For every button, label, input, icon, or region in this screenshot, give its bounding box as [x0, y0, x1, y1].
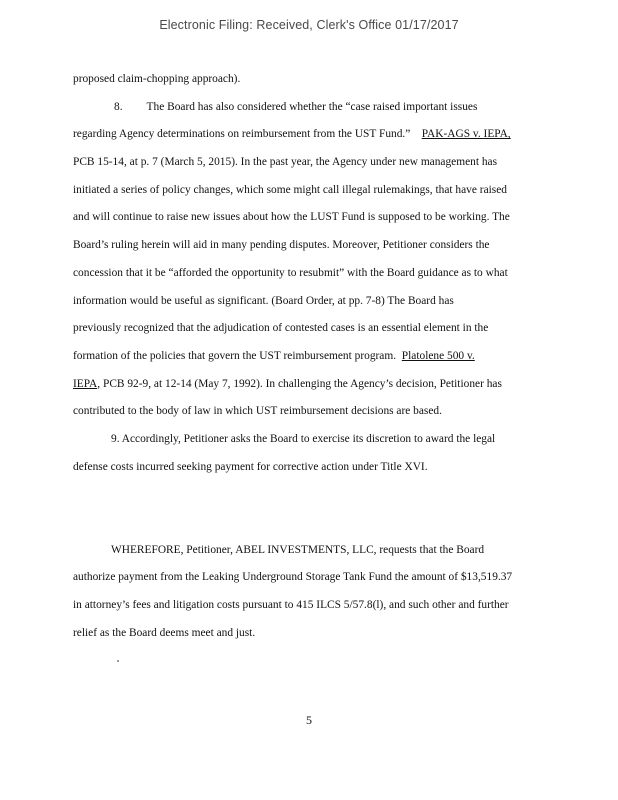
wherefore-clause [73, 537, 553, 648]
paragraph-line: contributed to the body of law in which UST reimbursement decisions are based. [73, 405, 442, 418]
paragraph-line: Board’s ruling herein will aid in many pending disputes. Moreover, Petitioner considers the [73, 239, 490, 252]
paragraph-9 [73, 426, 553, 481]
document-body [73, 66, 553, 647]
paragraph-text: formation of the policies that govern the UST reimbursement program. [73, 349, 397, 362]
blank-line [73, 481, 553, 509]
paragraph-line: and will continue to raise new issues about how the LUST Fund is supposed to be working. The [73, 211, 510, 224]
case-citation: PAK-AGS v. IEPA, [421, 128, 511, 141]
paragraph-line: previously recognized that the adjudication of contested cases is an essential element in the [73, 322, 489, 335]
paragraph-line [73, 371, 553, 399]
page-number: 5 [306, 713, 312, 727]
case-citation: Platolene 500 v. [401, 349, 475, 362]
paragraph-line: WHEREFORE, Petitioner, ABEL INVESTMENTS, LLC, requests that the Board [111, 543, 485, 556]
blank-line [73, 509, 553, 537]
paragraph-line: authorize payment from the Leaking Underground Storage Tank Fund the amount of $13,519.37 [73, 571, 513, 584]
paragraph-line: PCB 15-14, at p. 7 (March 5, 2015). In the past year, the Agency under new management has [73, 156, 498, 169]
filing-stamp: Electronic Filing: Received, Clerk's Office 01/17/2017 [159, 18, 459, 32]
paragraph-text: PCB 92-9, at 12-14 (May 7, 1992). In challenging the Agency’s decision, Petitioner has [102, 377, 502, 390]
paragraph-line: defense costs incurred seeking payment for corrective action under Title XVI. [73, 460, 428, 473]
carryover-line: proposed claim-chopping approach). [73, 73, 241, 85]
scan-speck [117, 660, 119, 662]
paragraph-line [73, 343, 553, 371]
paragraph-number: 8. [114, 100, 123, 113]
paragraph-text: The Board has also considered whether the “case raised important issues [146, 100, 478, 113]
paragraph-line: information would be useful as significant. (Board Order, at pp. 7-8) The Board has [73, 294, 454, 307]
paragraph-line [73, 94, 553, 122]
case-citation: IEPA, [73, 377, 101, 390]
paragraph-text: regarding Agency determinations on reimbursement from the UST Fund.” [73, 128, 411, 141]
paragraph-line: relief as the Board deems meet and just. [73, 626, 256, 639]
paragraph-line: initiated a series of policy changes, which some might call illegal rulemakings, that have raised [73, 183, 507, 196]
paragraph-line: concession that it be “afforded the opportunity to resubmit” with the Board guidance as to what [73, 266, 508, 279]
paragraph-line: in attorney’s fees and litigation costs pursuant to 415 ILCS 5/57.8(l), and such other and further [73, 599, 509, 612]
paragraph-line [73, 121, 553, 149]
paragraph-8 [73, 94, 553, 426]
paragraph-line: 9. Accordingly, Petitioner asks the Board to exercise its discretion to award the legal [111, 432, 496, 445]
